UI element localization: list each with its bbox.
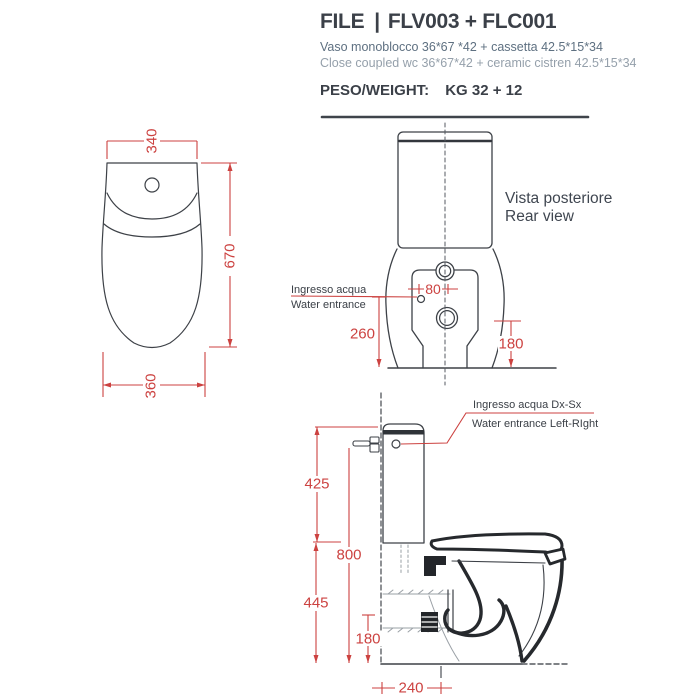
side-view-hidden-flush-lines (401, 545, 408, 573)
top-view (102, 163, 202, 348)
title-file-label: FILE (320, 10, 365, 33)
side-view-bowl-outer-shell (524, 557, 562, 661)
top-view-seat-edge (104, 224, 200, 237)
rear-view-caption-it: Vista posteriore (505, 190, 613, 207)
side-view-trap-curve (449, 600, 504, 636)
side-view-inlet-fitting-head-top (370, 437, 379, 443)
top-view-dimensions (103, 122, 238, 405)
side-view-inlet-fitting-shaft (353, 441, 370, 446)
side-view-flush-section-block2 (424, 565, 436, 576)
side-water-label-it: Ingresso acqua Dx-Sx (473, 399, 582, 411)
dim-800: 800 (336, 546, 362, 564)
dim-260: 260 (349, 325, 375, 343)
top-view-body-outline (102, 163, 202, 348)
rear-water-label-en: Water entrance (291, 299, 366, 311)
top-view-flush-button (145, 178, 159, 192)
weight-label: PESO/WEIGHT: (320, 82, 430, 99)
side-view-cistern-lid-band (383, 430, 424, 435)
side-view-bowl-cavity (445, 561, 481, 633)
dim-360: 360 (142, 373, 160, 399)
side-view-water-inlet-hole (392, 440, 400, 448)
rear-view (322, 117, 588, 385)
dim-240: 240 (398, 679, 424, 697)
side-view-seat (431, 534, 562, 553)
rear-view-caption-en: Rear view (505, 208, 574, 225)
side-view-bowl-inner-line (519, 565, 544, 656)
product-title (320, 10, 690, 34)
weight-row (320, 82, 690, 99)
dim-180-rear: 180 (498, 335, 524, 353)
description-english: Close coupled wc 36*67*42 + ceramic cistren 42.5*15*34 (320, 56, 637, 70)
title-product-code: FLV003 + FLC001 (387, 10, 557, 33)
weight-value: KG 32 + 12 (445, 82, 523, 99)
side-view-flush-section-block (424, 556, 446, 565)
side-view-cistern (383, 424, 424, 543)
title-separator: | (374, 10, 380, 33)
dim-425: 425 (304, 475, 330, 493)
rear-view-water-inlet-hole (418, 296, 425, 303)
description-italian: Vaso monoblocco 36*67 *42 + cassetta 42.5*15*34 (320, 40, 603, 54)
dim-180-side: 180 (355, 630, 381, 648)
rear-water-label-it: Ingresso acqua (291, 284, 367, 296)
dim-670: 670 (221, 243, 239, 269)
side-view (353, 393, 567, 664)
dim-445: 445 (303, 594, 329, 612)
side-view-inlet-fitting-head-bottom (370, 444, 379, 452)
top-view-cistern-edge (107, 193, 197, 219)
header (320, 10, 690, 99)
side-view-hatched-block (421, 612, 438, 632)
side-view-rim-line (452, 561, 545, 563)
dim-340: 340 (143, 128, 161, 154)
dim-80: 80 (425, 281, 441, 297)
rear-view-outlet-inner (440, 311, 455, 326)
side-water-label-en: Water entrance Left-RIght (472, 418, 599, 430)
rear-view-bowl-left-edge (386, 249, 398, 368)
side-view-trap-outlet (506, 606, 522, 661)
